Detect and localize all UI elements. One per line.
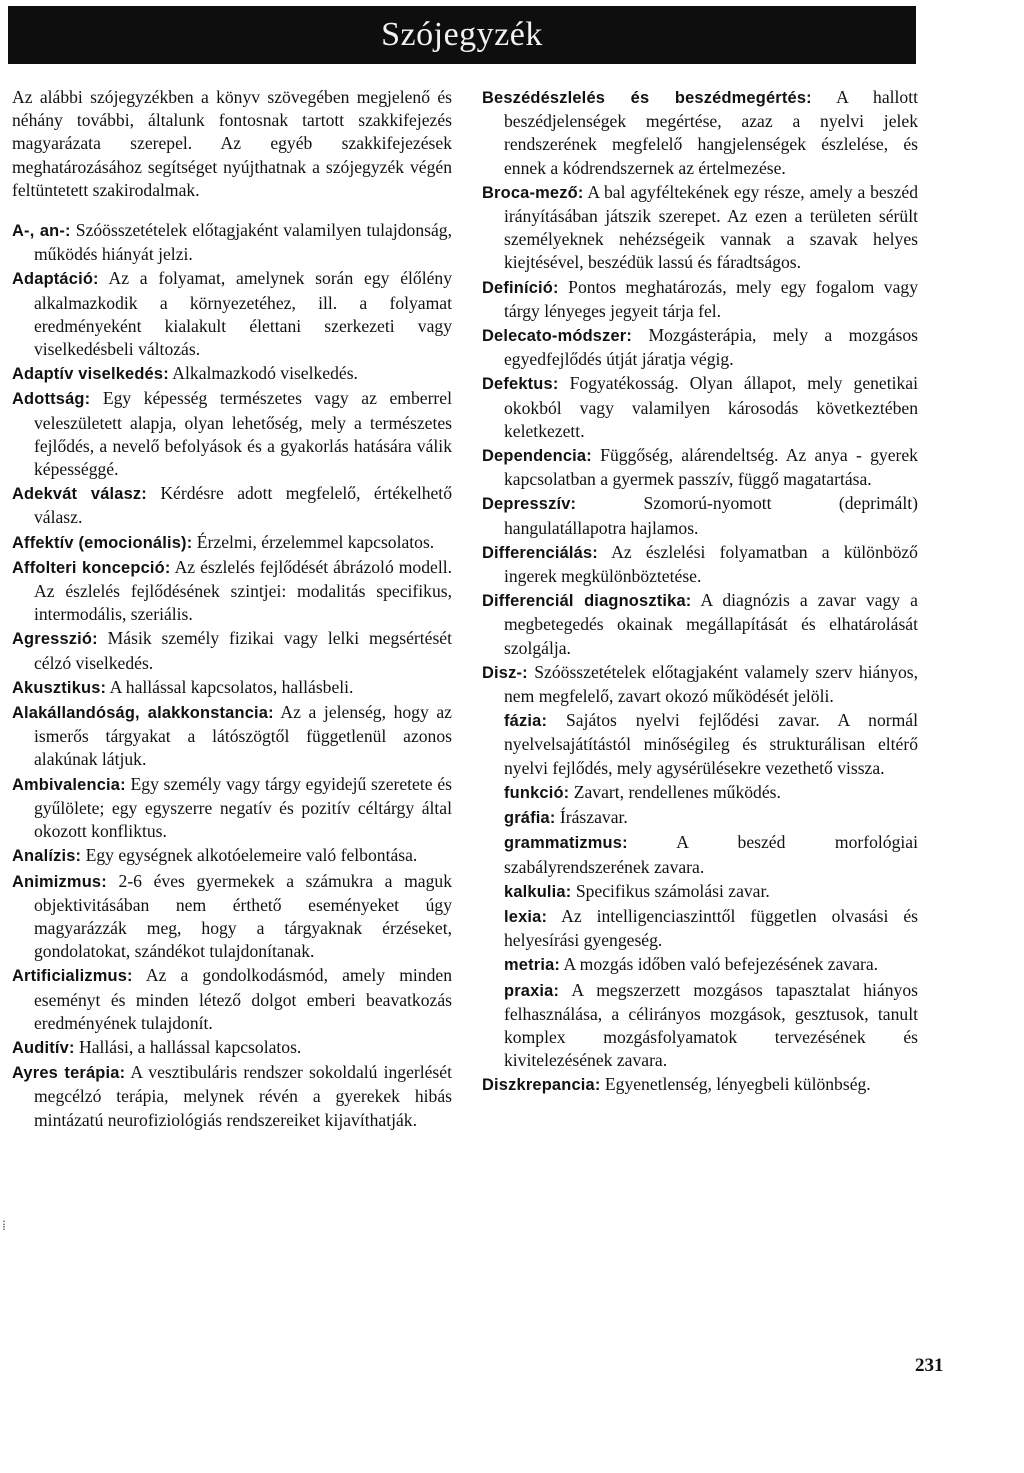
- glossary-definition: Sajátos nyelvi fejlődési zavar. A normál nyelvelsajátítástól minőségileg és strukturálisan eltérő nyelvi fejlődés, mely agysérülésekre vezethető vissza.: [504, 710, 918, 778]
- glossary-definition: A mozgás időben való befejezésének zavara.: [563, 954, 879, 975]
- glossary-definition: Zavart, rendellenes működés.: [573, 781, 781, 802]
- glossary-definition: Az a jelenség, hogy az ismerős tárgyakat a látószögtől függetlenül azonos alakúnak látjuk.: [34, 702, 452, 770]
- glossary-term: grammatizmus:: [504, 834, 628, 853]
- glossary-term: funkció:: [504, 783, 570, 802]
- glossary-definition: Pontos meghatározás, mely egy fogalom vagy tárgy lényeges jegyeit tárja fel.: [504, 276, 918, 321]
- glossary-entry: [482, 86, 918, 180]
- glossary-definition: A hallott beszédjelenségek megértése, azaz a nyelvi jelek rendszerének megfelelő hangjelenségek észlelése, és ennek a kódrendszernek az értelmezése.: [504, 87, 918, 178]
- glossary-entry: [482, 781, 918, 805]
- glossary-definition: Az intelligenciaszinttől független olvasási és helyesírási gyengeség.: [504, 905, 918, 951]
- glossary-term: Animizmus:: [12, 872, 107, 891]
- glossary-definition: Kérdésre adott megfelelő, értékelhető válasz.: [34, 483, 452, 528]
- glossary-entry: [12, 844, 452, 868]
- glossary-definition: Specifikus számolási zavar.: [575, 880, 770, 901]
- glossary-entry: [482, 831, 918, 878]
- glossary-term: Affektív (emocionális):: [12, 533, 193, 552]
- left-entry-list: [12, 219, 452, 1132]
- glossary-entry: [482, 953, 918, 977]
- glossary-term: Dependencia:: [482, 447, 592, 466]
- glossary-term: Agresszió:: [12, 630, 98, 649]
- right-column: [482, 86, 918, 1099]
- glossary-term: Definíció:: [482, 278, 559, 297]
- glossary-entry: [12, 870, 452, 964]
- glossary-entry: [482, 589, 918, 660]
- glossary-entry: [12, 773, 452, 844]
- intro-paragraph: Az alábbi szójegyzékben a könyv szövegében megjelenő és néhány további, általunk fontosnak tartott szakkifejezés magyarázata szerepel. Az egyéb szakkifejezések meghatározásához segítséget nyújthatnak a szójegyzék végén feltüntetett szakirodalmak.: [12, 87, 452, 200]
- glossary-term: Delecato-módszer:: [482, 327, 633, 346]
- glossary-entry: [482, 979, 918, 1073]
- page-title: Szójegyzék: [381, 16, 543, 53]
- glossary-definition: Egy képesség természetes vagy az emberrel veleszületett alapja, olyan lehetőség, mely a természetes fejlődés, a nevelő befolyások és a gyakorlás hatására válik képességgé.: [34, 388, 452, 480]
- glossary-definition: Egy egységnek alkotóelemeire való felbontása.: [85, 845, 418, 866]
- glossary-term: Disz-:: [482, 663, 528, 682]
- glossary-entry: [482, 372, 918, 443]
- glossary-entry: [482, 880, 918, 904]
- glossary-term: Artificializmus:: [12, 967, 133, 986]
- glossary-term: Diszkrepancia:: [482, 1076, 601, 1095]
- glossary-entry: [12, 676, 452, 700]
- glossary-definition: Mozgásterápia, mely a mozgásos egyedfejlődés útját járatja végig.: [504, 325, 918, 370]
- glossary-definition: Fogyatékosság. Olyan állapot, mely genetikai okokból vagy valamilyen károsodás következtében keletkezett.: [504, 373, 918, 441]
- glossary-definition: 2-6 éves gyermekek a számukra a maguk objektivitásában nem érthető eseményeket úgy magyarázzák meg, hogy a tárgyaknak érzéseket, gondolatokat, szándékot tulajdonítanak.: [34, 870, 452, 962]
- glossary-definition: Szomorú-nyomott (deprimált) hangulatállapotra hajlamos.: [504, 493, 918, 538]
- glossary-definition: Írászavar.: [559, 807, 628, 828]
- glossary-entry: [482, 276, 918, 323]
- glossary-term: Broca-mező:: [482, 183, 584, 202]
- glossary-entry: [12, 627, 452, 674]
- glossary-definition: Az a gondolkodásmód, amely minden eseményt és minden létező dolgot emberi beavatkozás eredményének tulajdonít.: [34, 965, 452, 1033]
- glossary-entry: [482, 181, 918, 275]
- glossary-term: A-, an-:: [12, 222, 71, 241]
- glossary-definition: A diagnózis a zavar vagy a megbetegedés okainak megállapítását és elhatárolását szolgálja.: [504, 590, 918, 658]
- glossary-term: Akusztikus:: [12, 678, 107, 697]
- glossary-term: Adaptáció:: [12, 270, 99, 289]
- glossary-term: Ayres terápia:: [12, 1064, 126, 1083]
- glossary-term: lexia:: [504, 907, 548, 926]
- glossary-definition: Függőség, alárendeltség. Az anya - gyerek kapcsolatban a gyermek passzív, függő magatartása.: [504, 445, 918, 490]
- glossary-entry: [12, 362, 452, 386]
- glossary-entry: [482, 661, 918, 708]
- glossary-term: Beszédészlelés és beszédmegértés:: [482, 89, 812, 107]
- glossary-entry: [482, 806, 918, 830]
- glossary-term: Adottság:: [12, 390, 91, 409]
- glossary-entry: [482, 324, 918, 371]
- glossary-term: Analízis:: [12, 847, 82, 866]
- glossary-entry: [482, 541, 918, 588]
- glossary-definition: Szóösszetételek előtagjaként valamely szerv hiányos, nem megfelelő, zavart okozó működését jelöli.: [504, 661, 918, 707]
- glossary-definition: A vesztibuláris rendszer sokoldalú ingerlését megcélzó terápia, melynek révén a gyerekek hibás mintázatú neurofiziológiás rendszereiket kijavíthatják.: [34, 1062, 452, 1130]
- glossary-definition: Az a folyamat, amelynek során egy élőlény alkalmazkodik a környezetéhez, ill. a folyamat eredményeként kialakult élettani szerkezeti vagy viselkedésbeli változás.: [34, 268, 452, 360]
- glossary-entry: [12, 964, 452, 1035]
- glossary-definition: Érzelmi, érzelemmel kapcsolatos.: [196, 531, 435, 552]
- glossary-term: Defektus:: [482, 375, 559, 394]
- glossary-entry: [482, 492, 918, 539]
- glossary-term: Alakállandóság, alakkonstancia:: [12, 704, 274, 723]
- glossary-entry: [482, 444, 918, 491]
- glossary-entry: [482, 905, 918, 952]
- glossary-entry: [12, 531, 452, 555]
- page-number: 231: [915, 1355, 944, 1376]
- glossary-term: Affolteri koncepció:: [12, 558, 171, 577]
- glossary-entry: [12, 219, 452, 266]
- glossary-term: praxia:: [504, 981, 560, 1000]
- glossary-term: Depresszív:: [482, 495, 577, 514]
- glossary-definition: Az észlelési folyamatban a különböző ingerek megkülönböztetése.: [504, 541, 918, 587]
- glossary-term: Auditív:: [12, 1038, 75, 1057]
- glossary-entry: [12, 701, 452, 772]
- glossary-definition: Másik személy fizikai vagy lelki megsértését célzó viselkedés.: [34, 628, 452, 673]
- glossary-definition: A megszerzett mozgásos tapasztalat hiányos felhasználása, a célirányos mozgások, gesztusok, tanult komplex mozgásfolyamatok tervezésének és kivitelezésének zavara.: [504, 979, 918, 1071]
- glossary-entry: [12, 387, 452, 481]
- glossary-term: metria:: [504, 956, 561, 975]
- glossary-entry: [12, 267, 452, 361]
- glossary-term: Ambivalencia:: [12, 775, 126, 794]
- glossary-term: Adaptív viselkedés:: [12, 365, 169, 384]
- glossary-term: kalkulia:: [504, 882, 572, 901]
- glossary-entry: [12, 482, 452, 529]
- glossary-entry: [12, 1036, 452, 1060]
- glossary-definition: Egyenetlenség, lényegbeli különbség.: [604, 1074, 871, 1095]
- right-entry-list: [482, 86, 918, 1098]
- glossary-definition: A hallással kapcsolatos, hallásbeli.: [109, 676, 354, 697]
- glossary-entry: [12, 556, 452, 627]
- glossary-term: Differenciálás:: [482, 543, 598, 562]
- glossary-term: gráfia:: [504, 809, 556, 828]
- margin-mark: ⁞: [2, 1219, 6, 1234]
- left-column: [12, 86, 452, 1133]
- glossary-entry: [482, 709, 918, 780]
- glossary-term: Differenciál diagnosztika:: [482, 592, 692, 611]
- glossary-entry: [482, 1073, 918, 1097]
- page-header: [8, 6, 916, 64]
- glossary-definition: A beszéd morfológiai szabályrendszerének zavara.: [504, 832, 918, 877]
- glossary-entry: [12, 1061, 452, 1132]
- glossary-definition: Hallási, a hallással kapcsolatos.: [79, 1036, 302, 1057]
- glossary-term: fázia:: [504, 712, 548, 731]
- glossary-definition: Alkalmazkodó viselkedés.: [172, 363, 358, 384]
- glossary-definition: Szóösszetételek előtagjaként valamilyen tulajdonság, működés hiányát jelzi.: [34, 220, 452, 265]
- glossary-definition: Egy személy vagy tárgy egyidejű szeretete és gyűlölete; egy egyszerre negatív és pozitív céltárgy által okozott konfliktus.: [34, 773, 453, 842]
- glossary-definition: A bal agyféltekének egy része, amely a beszéd irányításában játszik szerepet. Az ezen a területen sérült személyeknek nehézségeik vannak a szavak helyes kiejtésével, beszédük lassú és fáradtságos.: [504, 181, 918, 273]
- glossary-definition: Az észlelés fejlődését ábrázoló modell. Az észlelés fejlődésének szintjei: modalitás specifikus, intermodális, szeriális.: [34, 556, 453, 625]
- glossary-term: Adekvát válasz:: [12, 485, 147, 504]
